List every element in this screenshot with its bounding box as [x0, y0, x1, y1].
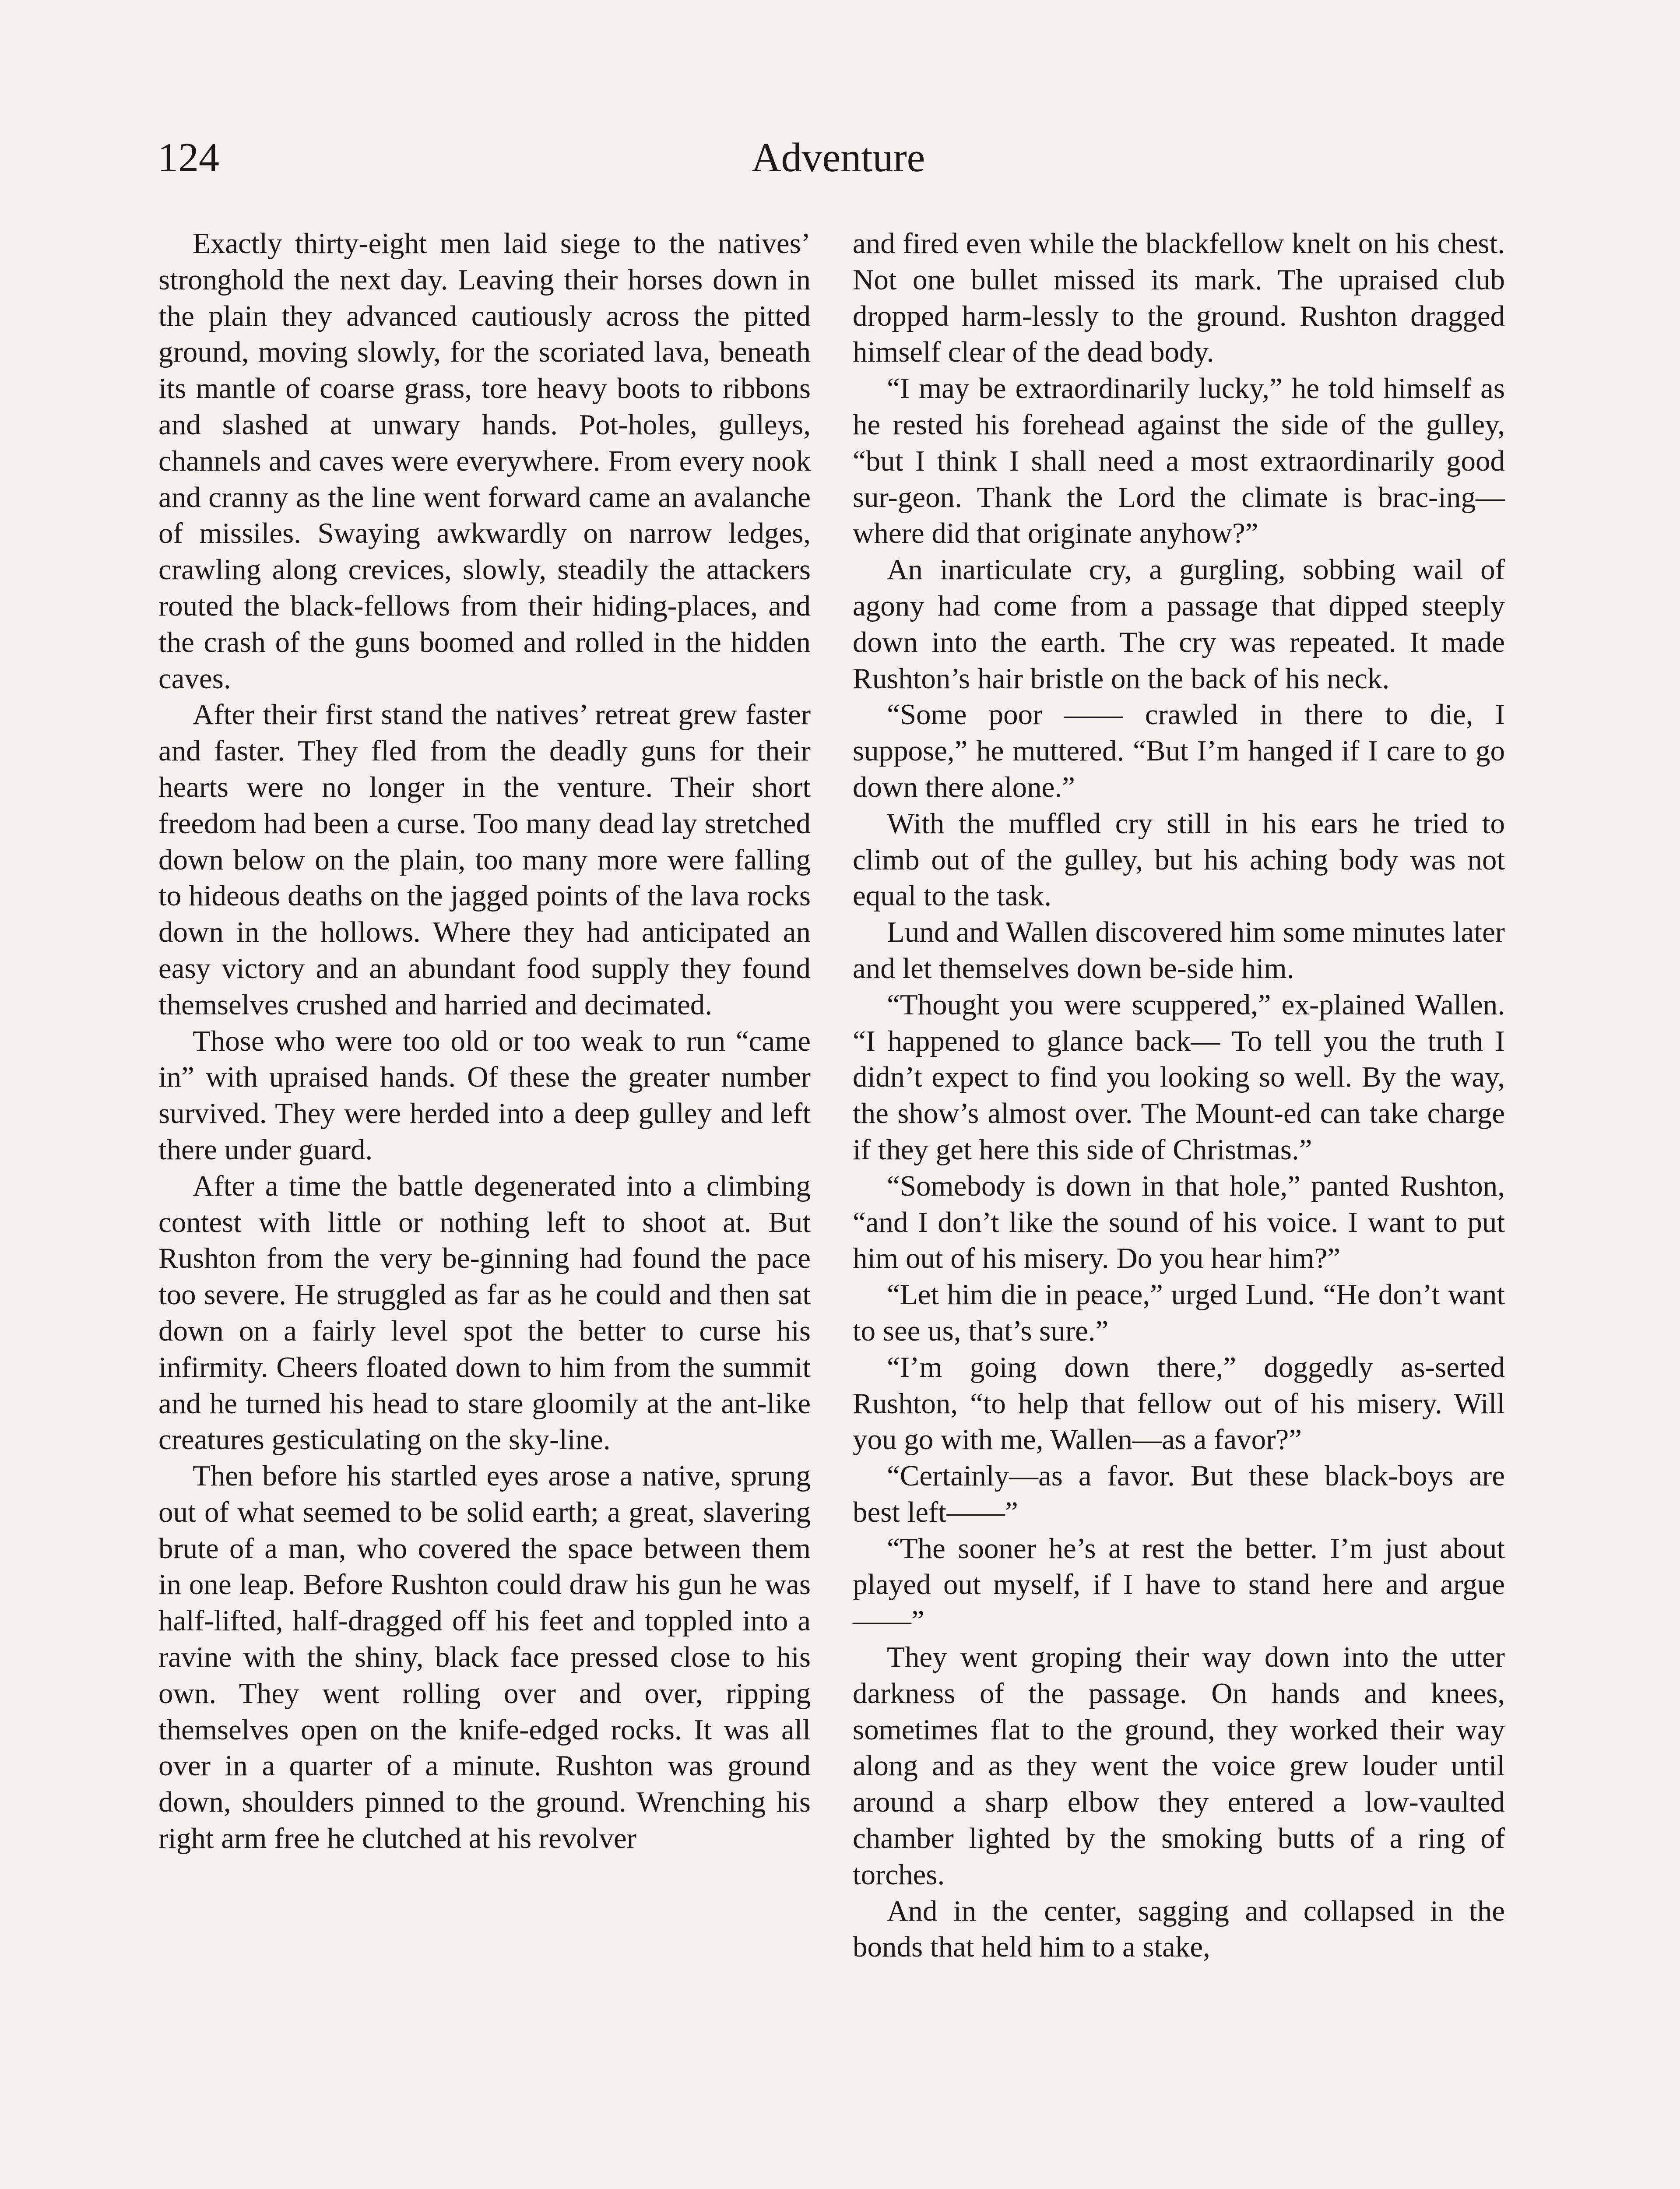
paragraph: “Thought you were scuppered,” ex-plained Wallen. “I happened to glance back— To tell you the truth I didn’t expect to find you looking so well. By the way, the show’s almost over. The Mount-ed can take charge if they get here this side of Christmas.” — [853, 988, 1505, 1166]
left-column — [158, 225, 811, 1857]
paragraph: Those who were too old or too weak to run “came in” with upraised hands. Of these the greater number survived. They were herded into a deep gulley and left there under guard. — [158, 1024, 811, 1166]
paragraph: With the muffled cry still in his ears he tried to climb out of the gulley, but his aching body was not equal to the task. — [853, 807, 1505, 912]
paragraph: They went groping their way down into the utter darkness of the passage. On hands and knees, sometimes flat to the ground, they worked their way along and as they went the voice grew louder until around a sharp elbow they entered a low-vaulted chamber lighted by the smoking butts of a ring of torches. — [853, 1641, 1505, 1891]
paragraph: Lund and Wallen discovered him some minutes later and let themselves down be-side him. — [853, 916, 1505, 985]
right-column — [853, 225, 1505, 1965]
paragraph: An inarticulate cry, a gurgling, sobbing wail of agony had come from a passage that dipped steeply down into the earth. The cry was repeated. It made Rushton’s hair bristle on the back of his neck. — [853, 553, 1505, 695]
paragraph: And in the center, sagging and collapsed in the bonds that held him to a stake, — [853, 1894, 1505, 1964]
page-header — [158, 131, 1519, 193]
paragraph: “Let him die in peace,” urged Lund. “He don’t want to see us, that’s sure.” — [853, 1278, 1505, 1347]
page-number: 124 — [158, 135, 219, 180]
paragraph: Exactly thirty-eight men laid siege to the natives’ stronghold the next day. Leaving their horses down in the plain they advanced cautiously across the pitted ground, moving slowly, for the scoriated lava, beneath its mantle of coarse grass, tore heavy boots to ribbons and slashed at unwary hands. Pot-holes, gulleys, channels and caves were everywhere. From every nook and cranny as the line went forward came an avalanche of missiles. Swaying awkwardly on narrow ledges, crawling along crevices, slowly, steadily the attackers routed the black-fellows from their hiding-places, and the crash of the guns boomed and rolled in the hidden caves. — [158, 227, 811, 695]
paragraph: “The sooner he’s at rest the better. I’m just about played out myself, if I have to stand here and argue——” — [853, 1532, 1505, 1637]
paragraph: After their first stand the natives’ retreat grew faster and faster. They fled from the deadly guns for their hearts were no longer in the venture. Their short freedom had been a curse. Too many dead lay stretched down below on the plain, too many more were falling to hideous deaths on the jagged points of the lava rocks down in the hollows. Where they had anticipated an easy victory and an abundant food supply they found themselves crushed and harried and decimated. — [158, 698, 811, 1021]
paragraph: “Some poor —— crawled in there to die, I suppose,” he muttered. “But I’m hanged if I care to go down there alone.” — [853, 698, 1505, 803]
paragraph: After a time the battle degenerated into a climbing contest with little or nothing left to shoot at. But Rushton from the very be-ginning had found the pace too severe. He struggled as far as he could and then sat down on a fairly level spot the better to curse his infirmity. Cheers floated down to him from the summit and he turned his head to stare gloomily at the ant-like creatures gesticulating on the sky-line. — [158, 1169, 811, 1456]
continued-paragraph: and fired even while the blackfellow knelt on his chest. Not one bullet missed its mark. The upraised club dropped harm-lessly to the ground. Rushton dragged himself clear of the dead body. — [853, 227, 1505, 369]
paragraph: Then before his startled eyes arose a native, sprung out of what seemed to be solid earth; a great, slavering brute of a man, who covered the space between them in one leap. Before Rushton could draw his gun he was half-lifted, half-dragged off his feet and toppled into a ravine with the shiny, black face pressed close to his own. They went rolling over and over, ripping themselves open on the knife-edged rocks. It was all over in a quarter of a minute. Rushton was ground down, shoulders pinned to the ground. Wrenching his right arm free he clutched at his revolver — [158, 1460, 811, 1855]
paragraph: “I may be extraordinarily lucky,” he told himself as he rested his forehead against the side of the gulley, “but I think I shall need a most extraordinarily good sur-geon. Thank the Lord the climate is brac-ing—where did that originate anyhow?” — [853, 372, 1505, 550]
paragraph: “Somebody is down in that hole,” panted Rushton, “and I don’t like the sound of his voice. I want to put him out of his misery. Do you hear him?” — [853, 1169, 1505, 1275]
paragraph: “I’m going down there,” doggedly as-serted Rushton, “to help that fellow out of his misery. Will you go with me, Wallen—as a favor?” — [853, 1351, 1505, 1456]
magazine-title: Adventure — [751, 135, 925, 180]
paragraph: “Certainly—as a favor. But these black-boys are best left——” — [853, 1460, 1505, 1528]
